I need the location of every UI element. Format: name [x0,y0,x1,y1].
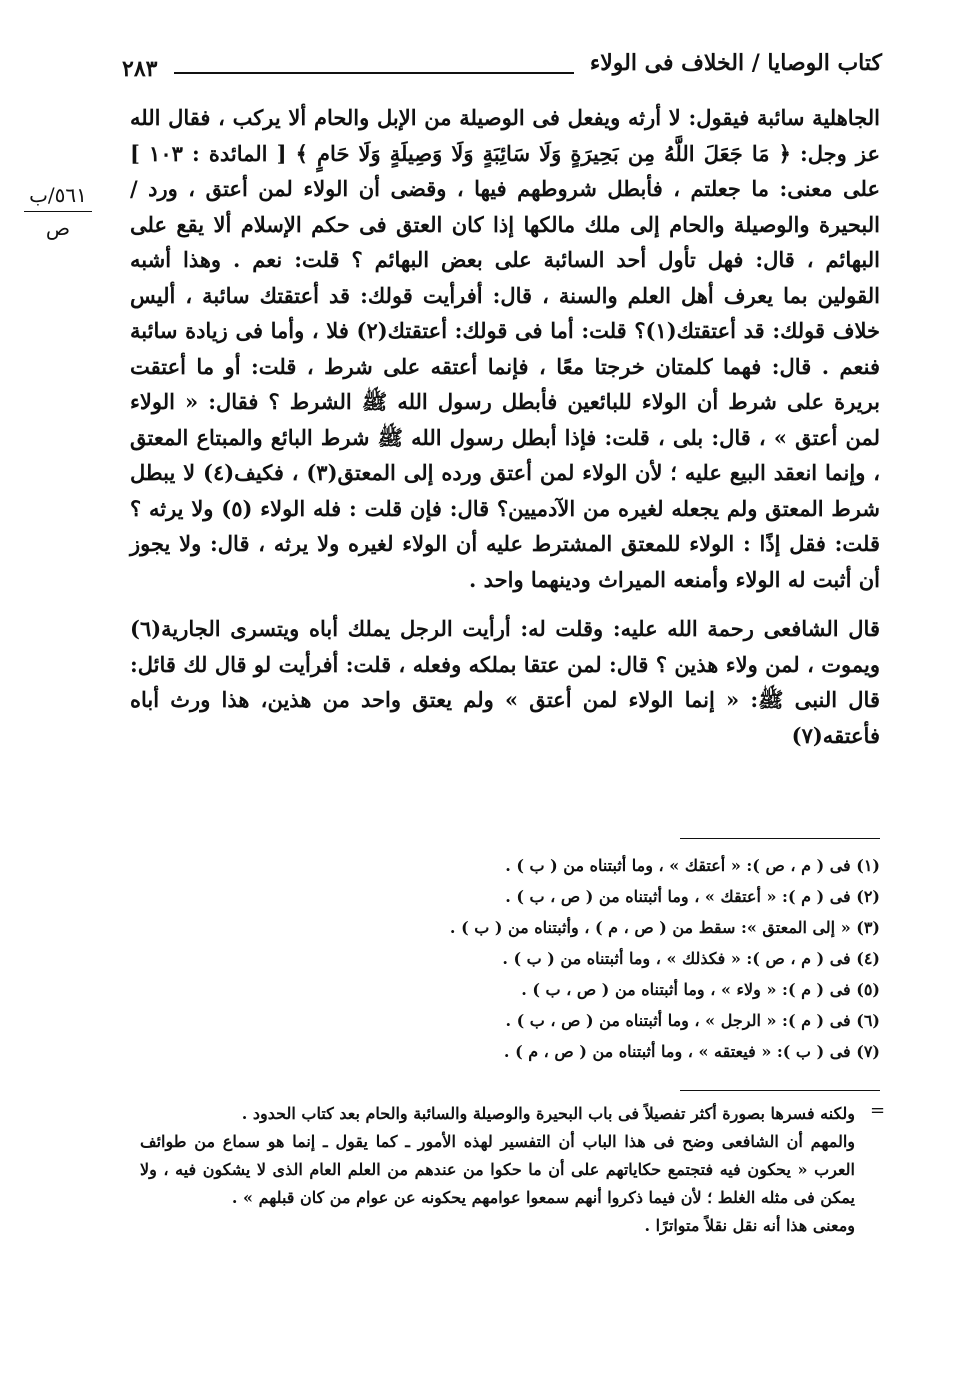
page-number: ٢٨٣ [122,56,158,82]
commentary-paragraph-2: والمهم أن الشافعى وضح فى هذا الباب أن التفسير لهذه الأمور ـ كما يقول ـ إنما هو سماع من طوائف العرب « يحكون فيه فتجتمع حكاياتهم على أن ما حكوا من عندهم من العلم العام الذى لا يشكون فيه ، ولا يمكن فى مثله الغلط ؛ لأن فيما ذكروا أنهم سمعوا عوامهم يحكونه عن عوام من كان قبلهم » . [140,1132,855,1207]
footnote-separator [680,838,880,839]
footnote-4: (٤) فى ( م ، ص ): « فكذلك » ، وما أثبتناه من ( ب ) . [502,949,880,968]
body-paragraph-2: قال الشافعى رحمة الله عليه: وقلت له: أرأيت الرجل يملك أباه ويتسرى الجارية(٦) ويموت ، لمن ولاء هذين ؟ قال: لمن عتقا بملكه وفعله ، قلت: أفرأيت لو قال لك قائل: قال النبى ﷺ: « إنما الولاء لمن أعتق » ولم يعتق واحد من هذين، هذا ورث أباه فأعتقه(٧) [130,616,881,748]
footnote-1: (١) فى ( م ، ص ): « أعتقك » ، وما أثبتناه من ( ب ) . [505,856,880,875]
continuation-mark: = [870,1100,886,1121]
margin-folio-top: ٥٦١/ب [29,183,87,207]
footnote-6: (٦) فى ( م ): « الرجل » ، وما أثبتناه من ( ص ، ب ) . [505,1011,880,1030]
main-text [130,100,880,753]
footnotes [300,850,880,1067]
footnote-3: (٣) « إلى المعتق »: سقط من ( ص ، م ) ، وأثبتناه من ( ب ) . [449,918,880,937]
margin-folio-note [18,183,98,240]
commentary-paragraph-1: ولكنه فسرها بصورة أكثر تفصيلاً فى باب البحيرة والوصيلة والسائبة والحام بعد كتاب الحدود . [241,1104,855,1123]
margin-folio-bottom: ص [45,216,71,240]
footnote-2: (٢) فى ( م ): « أعتقك » ، وما أثبتناه من ( ص ، ب ) . [505,887,880,906]
margin-folio-rule [24,211,92,212]
commentary-separator [680,1090,880,1091]
footnote-5: (٥) فى ( م ): « ولاء » ، وما أثبتناه من ( ص ، ب ) . [521,980,880,999]
footnote-7: (٧) فى ( ب ): « فيعتقه » ، وما أثبتناه من ( ص ، م ) . [503,1042,880,1061]
page-header [112,50,882,90]
header-rule [174,72,574,74]
body-paragraph-1: الجاهلية سائبة فيقول: لا أرثه ويفعل فى الوصيلة من الإبل والحام ألا يركب ، فقال الله عز وجل: ﴿ مَا جَعَلَ اللَّهُ مِن بَحِيرَةٍ وَلَا سَائِبَةٍ وَلَا وَصِيلَةٍ وَلَا حَامٍ ﴾ [ المائدة : ١٠٣ ] على معنى: ما جعلتم ، فأبطل شروطهم فيها ، وقضى أن الولاء لمن أعتق ، ورد / البحيرة والوصيلة والحام إلى ملك مالكها إذا كان العتق فى حكم الإسلام ألا يقع على البهائم ، قال: فهل تأول أحد السائبة على بعض البهائم ؟ قلت: نعم . وهذا أشبه القولين بما يعرف أهل العلم والسنة ، قال: أفرأيت قولك: قد أعتقتك سائبة ، أليس خلاف قولك: قد أعتقتك(١)؟ قلت: أما فى قولك: أعتقتك(٢) فلا ، وأما فى زيادة سائبة فنعم . قال: فهما كلمتان خرجتا معًا ، فإنما أعتقه على شرط ، قلت: أو ما أعتقت بريرة على شرط أن الولاء للبائعين فأبطل رسول الله ﷺ الشرط ؟ فقال: « الولاء لمن أعتق » ، قال: بلى ، قلت: فإذا أبطل رسول الله ﷺ شرط البائع والمبتاع المعتق ، وإنما انعقد البيع عليه ؛ لأن الولاء لمن أعتق ورده إلى المعتق(٣) ، فكيف(٤) لا يبطل شرط المعتق ولم يجعله لغيره من الآدميين؟ قال: فإن قلت : فله الولاء (٥) ولا يرثه ؟ قلت: فقل إذًا : الولاء للمعتق المشترط عليه أن الولاء لغيره ولا يرثه ، قال: ولا يجوز أن أثبت له الولاء وأمنعه الميراث ودينهما واحد . [130,105,880,592]
running-title: كتاب الوصايا / الخلاف فى الولاء [589,50,882,76]
commentary-paragraph-3: ومعنى هذا أنه نقل نقلاً متواترًا . [644,1216,855,1235]
commentary [140,1100,855,1240]
